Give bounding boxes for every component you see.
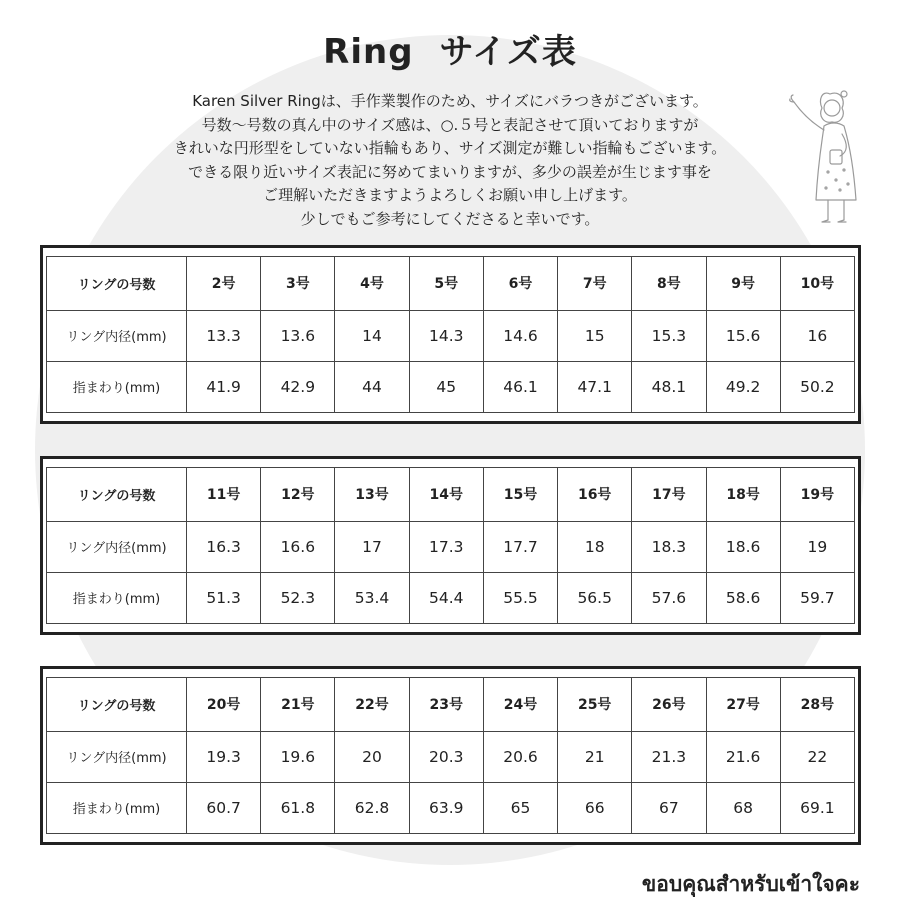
row-label-circumference: 指まわり(mm) bbox=[47, 782, 187, 833]
size-cell: 11号 bbox=[187, 468, 261, 522]
circumference-cell: 42.9 bbox=[261, 361, 335, 412]
size-cell: 9号 bbox=[706, 257, 780, 311]
size-cell: 15号 bbox=[483, 468, 557, 522]
inner-diameter-cell: 19.3 bbox=[187, 731, 261, 782]
circumference-cell: 67 bbox=[632, 782, 706, 833]
inner-diameter-cell: 18.6 bbox=[706, 521, 780, 572]
circumference-cell: 66 bbox=[558, 782, 632, 833]
circumference-cell: 69.1 bbox=[780, 782, 854, 833]
table-row bbox=[47, 521, 855, 572]
inner-diameter-cell: 14 bbox=[335, 310, 409, 361]
inner-diameter-cell: 20 bbox=[335, 731, 409, 782]
size-cell: 4号 bbox=[335, 257, 409, 311]
inner-diameter-cell: 18.3 bbox=[632, 521, 706, 572]
size-cell: 8号 bbox=[632, 257, 706, 311]
row-label-circumference: 指まわり(mm) bbox=[47, 361, 187, 412]
inner-diameter-cell: 15.3 bbox=[632, 310, 706, 361]
circumference-cell: 48.1 bbox=[632, 361, 706, 412]
circumference-cell: 60.7 bbox=[187, 782, 261, 833]
circumference-cell: 55.5 bbox=[483, 572, 557, 623]
table-row bbox=[47, 468, 855, 522]
size-table-2 bbox=[40, 456, 861, 635]
thanks-note: ขอบคุณสำหรับเข้าใจคะ bbox=[641, 872, 860, 896]
inner-diameter-cell: 17.3 bbox=[409, 521, 483, 572]
inner-diameter-cell: 22 bbox=[780, 731, 854, 782]
intro-line: 少しでもご参考にしてくださると幸いです。 bbox=[300, 209, 600, 228]
title-size-chart: サイズ表 bbox=[439, 32, 577, 72]
circumference-cell: 41.9 bbox=[187, 361, 261, 412]
circumference-cell: 52.3 bbox=[261, 572, 335, 623]
circumference-cell: 44 bbox=[335, 361, 409, 412]
row-label-inner-diameter: リング内径(mm) bbox=[47, 731, 187, 782]
circumference-cell: 59.7 bbox=[780, 572, 854, 623]
inner-diameter-cell: 14.6 bbox=[483, 310, 557, 361]
size-cell: 22号 bbox=[335, 678, 409, 732]
size-cell: 23号 bbox=[409, 678, 483, 732]
row-label-inner-diameter: リング内径(mm) bbox=[47, 521, 187, 572]
circumference-cell: 51.3 bbox=[187, 572, 261, 623]
circumference-cell: 61.8 bbox=[261, 782, 335, 833]
table-row bbox=[47, 782, 855, 833]
inner-diameter-cell: 17 bbox=[335, 521, 409, 572]
inner-diameter-cell: 16 bbox=[780, 310, 854, 361]
row-label-size: リングの号数 bbox=[47, 257, 187, 311]
circumference-cell: 63.9 bbox=[409, 782, 483, 833]
size-cell: 20号 bbox=[187, 678, 261, 732]
circumference-cell: 46.1 bbox=[483, 361, 557, 412]
page-title bbox=[0, 24, 900, 73]
size-cell: 18号 bbox=[706, 468, 780, 522]
inner-diameter-cell: 20.6 bbox=[483, 731, 557, 782]
inner-diameter-cell: 13.3 bbox=[187, 310, 261, 361]
circumference-cell: 49.2 bbox=[706, 361, 780, 412]
circumference-cell: 50.2 bbox=[780, 361, 854, 412]
inner-diameter-cell: 18 bbox=[558, 521, 632, 572]
intro-line: 号数〜号数の真ん中のサイズ感は、○.５号と表記させて頂いておりますが bbox=[201, 115, 699, 134]
table-row bbox=[47, 731, 855, 782]
size-table-1 bbox=[40, 245, 861, 424]
table-row bbox=[47, 572, 855, 623]
inner-diameter-cell: 20.3 bbox=[409, 731, 483, 782]
inner-diameter-cell: 21.6 bbox=[706, 731, 780, 782]
circumference-cell: 57.6 bbox=[632, 572, 706, 623]
inner-diameter-cell: 21 bbox=[558, 731, 632, 782]
circumference-cell: 54.4 bbox=[409, 572, 483, 623]
size-cell: 17号 bbox=[632, 468, 706, 522]
row-label-circumference: 指まわり(mm) bbox=[47, 572, 187, 623]
size-cell: 3号 bbox=[261, 257, 335, 311]
circumference-cell: 62.8 bbox=[335, 782, 409, 833]
size-cell: 7号 bbox=[558, 257, 632, 311]
circumference-cell: 68 bbox=[706, 782, 780, 833]
inner-diameter-cell: 14.3 bbox=[409, 310, 483, 361]
row-label-size: リングの号数 bbox=[47, 678, 187, 732]
size-cell: 28号 bbox=[780, 678, 854, 732]
intro-text bbox=[100, 90, 800, 231]
size-cell: 24号 bbox=[483, 678, 557, 732]
intro-line: Karen Silver Ringは、手作業製作のため、サイズにバラつきがございます。 bbox=[192, 92, 708, 110]
circumference-cell: 45 bbox=[409, 361, 483, 412]
circumference-cell: 65 bbox=[483, 782, 557, 833]
inner-diameter-cell: 17.7 bbox=[483, 521, 557, 572]
inner-diameter-cell: 19.6 bbox=[261, 731, 335, 782]
intro-line: できる限り近いサイズ表記に努めてまいりますが、多少の誤差が生じます事を bbox=[188, 162, 712, 181]
circumference-cell: 56.5 bbox=[558, 572, 632, 623]
row-label-size: リングの号数 bbox=[47, 468, 187, 522]
size-cell: 10号 bbox=[780, 257, 854, 311]
inner-diameter-cell: 19 bbox=[780, 521, 854, 572]
inner-diameter-cell: 15.6 bbox=[706, 310, 780, 361]
size-cell: 27号 bbox=[706, 678, 780, 732]
size-cell: 25号 bbox=[558, 678, 632, 732]
size-cell: 16号 bbox=[558, 468, 632, 522]
circumference-cell: 53.4 bbox=[335, 572, 409, 623]
table-row bbox=[47, 361, 855, 412]
size-cell: 6号 bbox=[483, 257, 557, 311]
intro-line: きれいな円形型をしていない指輪もあり、サイズ測定が難しい指輪もございます。 bbox=[173, 139, 727, 157]
size-cell: 26号 bbox=[632, 678, 706, 732]
table-row bbox=[47, 310, 855, 361]
circumference-cell: 58.6 bbox=[706, 572, 780, 623]
size-cell: 14号 bbox=[409, 468, 483, 522]
inner-diameter-cell: 15 bbox=[558, 310, 632, 361]
size-cell: 13号 bbox=[335, 468, 409, 522]
size-cell: 2号 bbox=[187, 257, 261, 311]
inner-diameter-cell: 21.3 bbox=[632, 731, 706, 782]
title-ring: Ring bbox=[323, 32, 414, 72]
circumference-cell: 47.1 bbox=[558, 361, 632, 412]
inner-diameter-cell: 16.3 bbox=[187, 521, 261, 572]
size-cell: 12号 bbox=[261, 468, 335, 522]
size-table-3 bbox=[40, 666, 861, 845]
row-label-inner-diameter: リング内径(mm) bbox=[47, 310, 187, 361]
inner-diameter-cell: 16.6 bbox=[261, 521, 335, 572]
size-cell: 5号 bbox=[409, 257, 483, 311]
intro-line: ご理解いただきますようよろしくお願い申し上げます。 bbox=[263, 186, 637, 204]
table-row bbox=[47, 257, 855, 311]
size-cell: 21号 bbox=[261, 678, 335, 732]
woman-figure-icon bbox=[778, 72, 878, 232]
table-row bbox=[47, 678, 855, 732]
size-cell: 19号 bbox=[780, 468, 854, 522]
inner-diameter-cell: 13.6 bbox=[261, 310, 335, 361]
